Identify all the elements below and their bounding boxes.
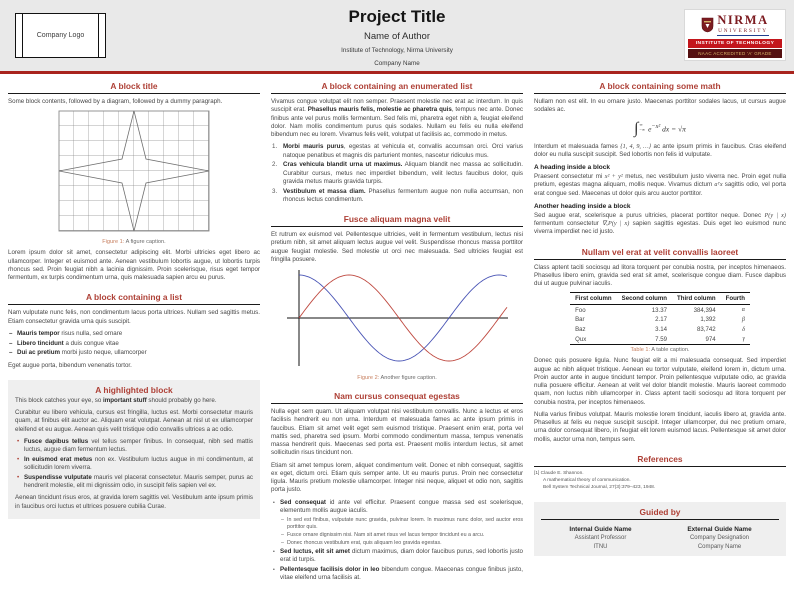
heading-rule: [534, 93, 786, 94]
table-header-row: First column Second column Third column Fourth: [570, 293, 750, 305]
paragraph: Aenean tincidunt risus eros, at gravida lorem sagittis vel. Vestibulum ante ipsum primis in faucibus orci luctus et ultrices posuere cubilia Curae.: [15, 494, 253, 510]
right-column: [534, 81, 786, 593]
block-subheading: A heading inside a block: [534, 164, 610, 171]
block-heading: A block title: [110, 81, 158, 91]
star-grid-diagram: [58, 110, 210, 232]
block-heading: Fusce aliquam magna velit: [343, 214, 451, 224]
company-logo-label: Company Logo: [36, 32, 85, 39]
list-item: – Dui ac pretium morbi justo neque, ullamcorper: [17, 349, 260, 357]
integral-equation: ∫ ∞ −∞ $e^{-x^2}$ dx = √π: [634, 119, 686, 137]
block-heading: Nullam vel erat at velit convallis laoreet: [581, 246, 739, 257]
list-item: – In sed est finibus, vulputate nunc gravida, pulvinar lorem. In maximus nunc dolor, sed auctor eros porttitor quis.: [287, 517, 523, 531]
sub-bullet-list: [280, 517, 523, 547]
block-references: [534, 454, 786, 492]
list-item: • Fusce dapibus tellus vel tellus semper finibus. In consequat, nibh sed mattis luctus, augue diam fermentum lectus.: [24, 438, 253, 455]
heading-rule: [534, 259, 786, 260]
table-caption-label: Table 1:: [630, 347, 651, 354]
reference-entry: [1] Claude E. Shannon. A mathematical theory of communication. Bell System Technical Journal, 27(3):379–423, 1948.: [534, 470, 656, 490]
paragraph: Curabitur eu libero vehicula, cursus est fringilla, luctus est. Morbi consectetur mauris quam, at finibus elit auctor ac. Aliquam erat volutpat. Aenean at nisl ut ex ullamcorper eleifend et eu augue. Aenean quis velit tristique odio convallis ultrices a ac odio.: [15, 409, 253, 433]
block-subheading: Another heading inside a block: [534, 202, 631, 210]
figure-caption-text: Another figure caption.: [379, 375, 437, 381]
list-item: • Pellentesque facilisis dolor in leo bibendum congue. Maecenas congue finibus justo, vitae eleifend urna facilisis at.: [280, 566, 523, 583]
nirma-university-text: UNIVERSITY: [718, 27, 768, 34]
sine-wave-chart: [285, 268, 510, 368]
list-item: Cras vehicula blandit urna ut maximus. Aliquam blandit nec massa ac sollicitudin. Curabitur cursus, metus nec imperdiet bibendum, velit lectus faucibus dolor, quis gravida metus mauris gravida turpis.: [283, 161, 523, 185]
external-guide: External Guide Name Company Designation Company Name: [687, 525, 752, 551]
heading-rule: [271, 403, 523, 404]
heading-rule: [8, 304, 260, 305]
data-table: [570, 292, 750, 345]
bullet-list: [271, 499, 523, 583]
heading-rule: [534, 466, 786, 467]
block-heading: A block containing some math: [599, 81, 721, 91]
list-item: Vestibulum et massa diam. Phasellus fermentum augue non nulla accumsan, non rhoncus lectus condimentum.: [283, 187, 524, 203]
dash-list: [8, 330, 260, 358]
paragraph: Vivamus congue volutpat elit non semper. Praesent molestie nec erat ac interdum. In quis suscipit erat. Phasellus mauris felis, molestie ac pharetra quis, tempus nec ante. Donec finibus ante vel purus mollis fermentum. Sed felis mi, pharetra eget nibh a, feugiat eleifend dolor. Nam mollis condimentum purus quis sodales. Nullam eu felis eu nulla eleifend bibendum nec eu lorem. Vivamus felis velit, volutpat ut facilisis ac, commodo in metus.: [271, 98, 523, 138]
paragraph: Donec quis posuere ligula. Nunc feugiat elit a mi malesuada consequat. Sed imperdiet augue ac nibh aliquet tristique. Aenean eu tortor vulputate, eleifend lorem in, dictum urna. Proin auctor ante in augue tincidunt tempor. Proin pellentesque vulputate odio, ac gravida nulla posuere efficitur. Aenean at velit vel dolor blandit molestie. Mauris laoreet commodo quam, non luctus nibh ullamcorper in. Class aptent taciti sociosqu ad litora torquent per conubia nostra, per inceptos himenaeos.: [534, 357, 786, 406]
figure-star-grid: [8, 110, 260, 245]
block-nam-cursus: [271, 391, 523, 583]
list-item: – Donec rhoncus vestibulum erat, quis aliquam leo gravida egestas.: [287, 540, 523, 547]
list-item: • Sed luctus, elit sit amet dictum maximus, diam dolor faucibus purus, sed lobortis justo erat id turpis.: [280, 548, 523, 565]
block-some-math: [534, 81, 786, 237]
nirma-logo: [685, 10, 785, 60]
block-containing-a-list: [8, 292, 260, 370]
figure-caption-text: A figure caption.: [124, 239, 166, 246]
block-enumerated-list: [271, 81, 523, 204]
nirma-naac-banner: NAAC ACCREDITED 'A' GRADE: [688, 49, 782, 58]
table-row: Baz 3.14 83,742 δ: [575, 326, 745, 334]
poster-header: [0, 0, 794, 71]
paragraph: Etiam sit amet tempus lorem, aliquet condimentum velit. Donec et nibh consequat, sagittis ex eget, dictum orci. Etiam quis semper ante. Ut eu mauris purus. Proin nec consectetur ligula. Mauris pretium molestie ullamcorper. Integer nisi neque, aliquet et odio non, sagittis porta justo.: [271, 461, 523, 494]
nirma-logo-top: [688, 14, 782, 36]
paragraph: Nulla varius finibus volutpat. Mauris molestie lorem tincidunt, iaculis libero at, gravida ante. Phasellus at felis eu neque suscipit suscipit. Integer ullamcorper, dui nec pretium ornare, urna dolor consequat libero, in feugiat elit lorem euismod lacus. Pellentesque sit amet dolor mollis, auctor urna non, tempus sem.: [534, 410, 786, 443]
heading-rule: [8, 93, 260, 94]
paragraph: This block catches your eye, so important stuff should probably go here.: [15, 396, 217, 404]
list-item: – Fusce ornare dignissim nisi. Nam sit amet risus vel lacus tempor tincidunt eu a arcu.: [287, 532, 523, 539]
table-row: Foo 13.37 384,394 α: [575, 306, 745, 314]
heading-rule: [271, 93, 523, 94]
table-row: Bar 2.17 1,392 β: [575, 316, 745, 324]
heading-rule: [541, 519, 779, 520]
figure-sine-waves: [271, 268, 523, 381]
enumerated-list: [271, 143, 523, 204]
guides-row: [541, 525, 779, 553]
paragraph: Some block contents, followed by a diagram, followed by a dummy paragraph.: [8, 98, 223, 105]
institute-name: Institute of Technology, Nirma University: [341, 47, 453, 54]
middle-column: [271, 81, 523, 593]
list-item: • In euismod erat metus non ex. Vestibulum luctus augue in mi condimentum, at sollicitudin lorem viverra.: [24, 456, 253, 473]
paragraph: Eget augue porta, bibendum venenatis tortor.: [8, 361, 132, 369]
nirma-wordmark: [717, 14, 768, 36]
poster-body: [0, 74, 794, 593]
heading-rule: [271, 226, 523, 227]
paragraph: Lorem ipsum dolor sit amet, consectetur adipiscing elit. Morbi ultricies eget libero ac ullamcorper. Integer et euismod ante. Aenean vestibulum lobortis augue, ut lobortis turpis rhoncus sed. Proin feugiat nibh a lacinia dignissim. Proin scelerisque, risus eget tempor fermentum, ex turpis condimentum urna, quis malesuada sapien arcu eu purus.: [8, 249, 260, 281]
author-name: Name of Author: [363, 31, 430, 42]
paragraph: Nullam non est elit. In eu ornare justo. Maecenas porttitor sodales lacus, ut cursus augue sodales ac.: [534, 98, 786, 114]
paragraph: Nam vulputate nunc felis, non condimentum lacus porta ultrices. Nullam sed sagittis metus. Etiam consectetur gravida urna quis suscipit.: [8, 309, 260, 325]
table-caption-text: A table caption.: [650, 347, 690, 354]
figure-caption: [271, 375, 523, 381]
figure-caption-label: Figure 1:: [102, 239, 125, 246]
block-a-block-title: [8, 81, 260, 282]
paragraph: Sed augue erat, scelerisque a purus ultricies, placerat porttitor neque. Donec P(y | x) fermentum consectetur ∇ₓP(y | x) sapien sagittis egestas. Duis eget leo euismod nunc viverra imperdiet nec id justo.: [534, 211, 786, 236]
paragraph: Et rutrum ex euismod vel. Pellentesque ultricies, velit in fermentum vestibulum, lectus nisi pretium nibh, sit amet aliquam lectus augue vel velit. Suspendisse rhoncus massa porttitor augue feugiat molestie. Sed molestie ut orci nec malesuada. Sed ultricies feugiat est fringilla posuere.: [271, 231, 523, 263]
left-column: [8, 81, 260, 593]
nirma-institute-banner: INSTITUTE OF TECHNOLOGY: [688, 39, 782, 48]
figure-caption: [8, 239, 260, 245]
block-heading: A highlighted block: [95, 384, 173, 395]
list-item: – Libero tincidunt a duis congue vitae: [17, 340, 260, 348]
paragraph: Class aptent taciti sociosqu ad litora torquent per conubia nostra, per inceptos himenaeos. Phasellus libero enim, gravida sed erat sit amet, scelerisque congue diam. Fusce dapibus dui ut augue pulvinar iaculis.: [534, 263, 786, 287]
figure-caption-label: Figure 2:: [357, 375, 380, 381]
block-heading: A block containing an enumerated list: [321, 81, 473, 91]
block-heading: Nam cursus consequat egestas: [334, 391, 460, 401]
table-row: Qux 7.59 974 γ: [570, 335, 750, 345]
internal-guide: Internal Guide Name Assistant Professor ITNU: [569, 525, 632, 551]
block-with-table: [534, 247, 786, 444]
block-heading: References: [637, 453, 683, 464]
highlighted-block: [8, 380, 260, 519]
list-item: • Sed consequat id ante vel efficitur. Praesent congue massa sed est scelerisque, elementum mollis augue iaculis. – In sed est finibus, vulputate nunc gravida, pulvinar lorem. In maximus nunc dolor, sed auctor eros porttitor quis. – Fusce ornare dignissim nisi. Nam sit amet risus vel lacus tempor tincidunt eu a arcu. – Donec rhoncus vestibulum erat, quis aliquam leo gravida egestas.: [280, 499, 523, 547]
list-item: • Suspendisse vulputate mauris vel placerat consectetur. Mauris semper, purus ac hendrerit molestie, elit mi dignissim odio, in suscipit felis sapien vel ex.: [24, 474, 253, 491]
company-name: Company Name: [374, 60, 420, 67]
bullet-list: [15, 438, 253, 491]
paragraph: Interdum et malesuada fames {1, 4, 9, …} ac ante ipsum primis in faucibus. Cras eleifend dolor eu nulla suscipit suscipit. Sed lobortis non felis id vulputate.: [534, 142, 787, 158]
list-item: – Mauris tempor risus nulla, sed ornare: [17, 330, 260, 338]
nirma-name-text: NIRMA: [717, 13, 769, 27]
block-guided-by: [534, 502, 786, 557]
paragraph: Praesent consectetur mi x² + y² metus, nec vestibulum justo viverra nec. Proin eget nulla pretium, egestas magna aliquam, mollis neque. Vivamus dictum aᵀx sagittis odio, vel porta erat congue sed. Maecenas ut dolor quis arcu auctor porttitor.: [534, 173, 787, 197]
nirma-shield-icon: [701, 17, 714, 33]
poster-title: Project Title: [348, 7, 446, 26]
paragraph: Nulla eget sem quam. Ut aliquam volutpat nisi vestibulum convallis. Nunc a lectus et eros facilisis hendrerit eu non urna. Interdum et malesuada fames ac ante ipsum primis in faucibus. Etiam sit amet velit eget sem euismod tristique. Praesent enim erat, porta vel mattis sed, pharetra sed ipsum. Morbi commodo condimentum massa, tempus venenatis massa hendrerit quis. Maecenas sed porta est. Praesent mollis interdum lectus, sit amet sollicitudin risus tincidunt non.: [271, 408, 523, 457]
table-caption: [534, 347, 786, 353]
block-heading: Guided by: [639, 506, 681, 517]
block-heading: A block containing a list: [85, 292, 182, 303]
list-item: Morbi mauris purus, egestas at vehicula et, convallis accumsan orci. Orci varius natoque penatibus et magnis dis parturient montes, nascetur ridiculus mus.: [283, 143, 523, 159]
header-titles: [0, 7, 794, 67]
block-fusce-aliquam: [271, 214, 523, 381]
